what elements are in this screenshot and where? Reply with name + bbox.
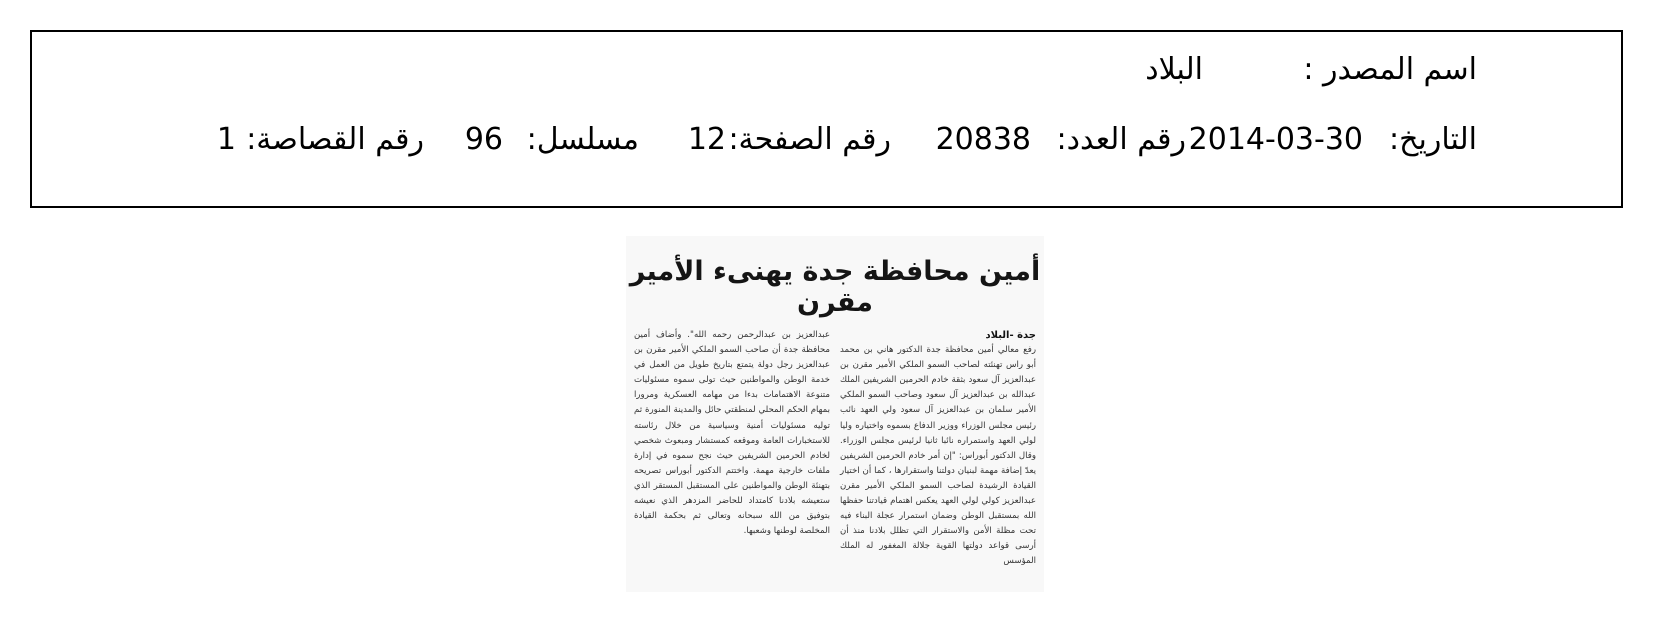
page-label: رقم الصفحة: <box>728 122 891 157</box>
date-value: 2014-03-30 <box>1188 122 1363 157</box>
article-column-right <box>840 328 1036 570</box>
source-value: البلاد <box>1145 52 1203 87</box>
newspaper-clipping <box>626 236 1044 592</box>
article-column-left <box>634 328 830 539</box>
clip-label: رقم القصاصة: <box>246 122 424 157</box>
date-label: التاريخ: <box>1389 122 1477 157</box>
source-info-box <box>30 30 1623 208</box>
source-label: اسم المصدر : <box>1303 52 1477 87</box>
article-headline: أمين محافظة جدة يهنىء الأمير مقرن <box>629 256 1041 318</box>
issue-value: 20838 <box>935 122 1031 157</box>
issue-label: رقم العدد: <box>1056 122 1186 157</box>
article-byline: جدة -البلاد <box>985 330 1036 341</box>
article-text-right: رفع معالي أمين محافظة جدة الدكتور هاني بن محمد أبو راس تهنئته لصاحب السمو الملكي الأمير مقرن بن عبدالعزيز آل سعود بثقة خادم الحرمين الشريفين الملك عبدالله بن عبدالعزيز آل سعود وصاحب السمو الملكي الأمير سلمان بن عبدالعزيز آل سعود ولي العهد نائب رئيس مجلس الوزراء ووزير الدفاع بسموه واختياره وليا لولي العهد واستمراره نائبا ثانيا لرئيس مجلس الوزراء. وقال الدكتور أبوراس: "إن أمر خادم الحرمين الشريفين يعدّ إضافة مهمة لبنيان دولتنا واستقرارها ، كما أن اختيار القيادة الرشيدة لصاحب السمو الملكي الأمير مقرن عبدالعزيز كولي لولي العهد يعكس اهتمام قيادتنا حفظها الله بمستقبل الوطن وضمان استمرار عجلة البناء فيه تحت مظلة الأمن والاستقرار التي تظلل بلادنا منذ أن أرسى قواعد دولتها القوية جلالة المغفور له الملك المؤسس <box>840 345 1036 567</box>
serial-value: 96 <box>464 122 503 157</box>
clip-value: 1 <box>216 122 236 157</box>
serial-label: مسلسل: <box>526 122 639 157</box>
article-text-left: عبدالعزيز بن عبدالرحمن رحمه الله". وأضاف أمين محافظة جدة أن صاحب السمو الملكي الأمير مقرن بن عبدالعزيز رجل دولة يتمتع بتاريخ طويل من العمل في خدمة الوطن والمواطنين حيث تولى سموه مسئوليات متنوعة الاهتمامات بدءا من مهامه العسكرية ومرورا بمهام الحكم المحلي لمنطقتي حائل والمدينة المنورة ثم توليه مسئوليات أمنية وسياسية من خلال رئاسته للاستخبارات العامة وموقعه كمستشار ومبعوث شخصي لخادم الحرمين الشريفين حيث نجح سموه في إدارة ملفات خارجية مهمة. واختتم الدكتور أبوراس تصريحه بتهنئة الوطن والمواطنين على المستقبل المستقر الذي ستعيشه بلادنا كامتداد للحاضر المزدهر الذي نعيشه بتوفيق من الله سبحانه وتعالى ثم بحكمة القيادة المخلصة لوطنها وشعبها. <box>634 330 830 537</box>
page-value: 12 <box>687 122 726 157</box>
